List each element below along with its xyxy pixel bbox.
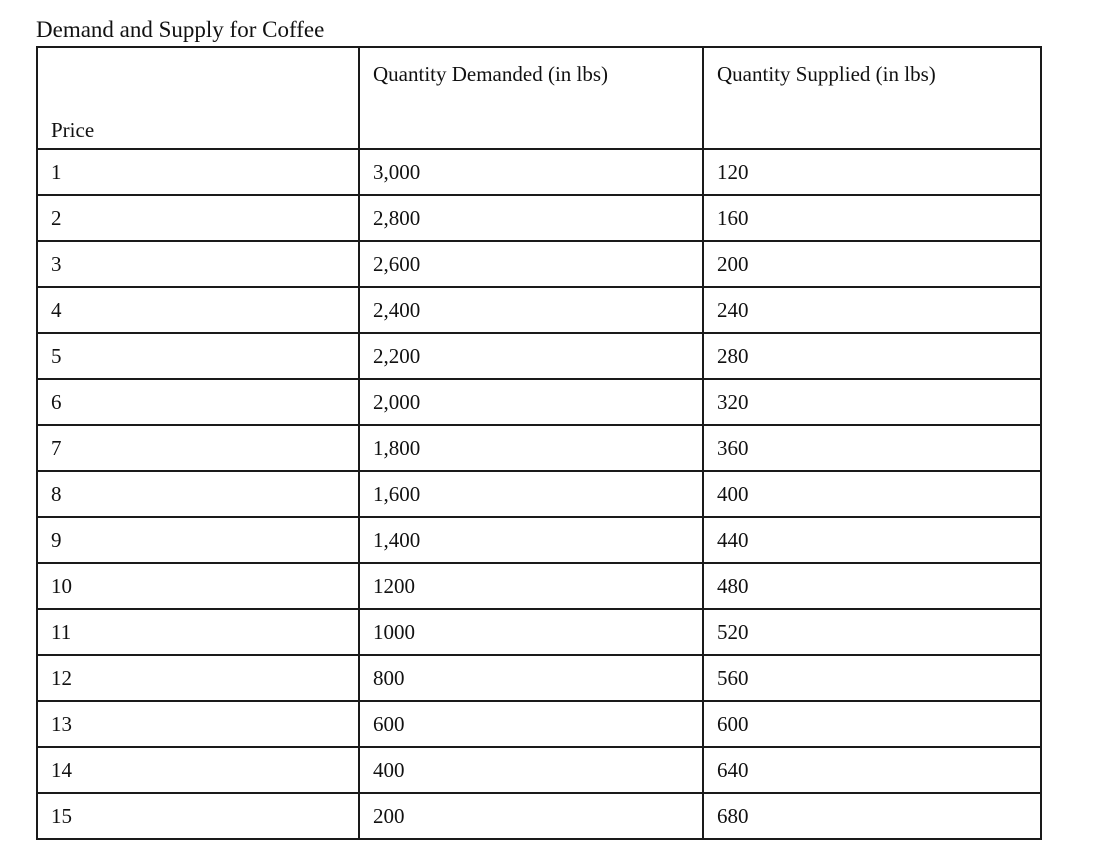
price-cell: 11: [37, 609, 359, 655]
price-cell: 3: [37, 241, 359, 287]
table-row: [37, 747, 1041, 793]
quantity-supplied-cell: 440: [703, 517, 1041, 563]
table-row: [37, 425, 1041, 471]
price-cell: 4: [37, 287, 359, 333]
header-price: Price: [37, 47, 359, 149]
quantity-supplied-cell: 320: [703, 379, 1041, 425]
quantity-supplied-cell: 560: [703, 655, 1041, 701]
quantity-demanded-cell: 2,000: [359, 379, 703, 425]
quantity-supplied-cell: 160: [703, 195, 1041, 241]
table-row: [37, 149, 1041, 195]
price-cell: 2: [37, 195, 359, 241]
quantity-supplied-cell: 520: [703, 609, 1041, 655]
table-row: [37, 517, 1041, 563]
table-row: [37, 701, 1041, 747]
quantity-demanded-cell: 200: [359, 793, 703, 839]
table-row: [37, 333, 1041, 379]
price-cell: 8: [37, 471, 359, 517]
table-row: [37, 241, 1041, 287]
quantity-supplied-cell: 280: [703, 333, 1041, 379]
price-cell: 10: [37, 563, 359, 609]
table-title: Demand and Supply for Coffee: [36, 17, 325, 42]
quantity-supplied-cell: 200: [703, 241, 1041, 287]
quantity-demanded-cell: 1,400: [359, 517, 703, 563]
price-cell: 14: [37, 747, 359, 793]
price-cell: 15: [37, 793, 359, 839]
table-row: [37, 195, 1041, 241]
quantity-supplied-cell: 600: [703, 701, 1041, 747]
quantity-demanded-cell: 2,800: [359, 195, 703, 241]
table-row: [37, 563, 1041, 609]
table-row: [37, 471, 1041, 517]
quantity-supplied-cell: 400: [703, 471, 1041, 517]
quantity-demanded-cell: 2,600: [359, 241, 703, 287]
header-quantity-supplied: Quantity Supplied (in lbs): [703, 47, 1041, 149]
quantity-supplied-cell: 680: [703, 793, 1041, 839]
quantity-demanded-cell: 1200: [359, 563, 703, 609]
table-row: [37, 379, 1041, 425]
price-cell: 9: [37, 517, 359, 563]
header-row: [37, 47, 1041, 149]
quantity-demanded-cell: 400: [359, 747, 703, 793]
quantity-demanded-cell: 1000: [359, 609, 703, 655]
quantity-demanded-cell: 3,000: [359, 149, 703, 195]
quantity-demanded-cell: 1,600: [359, 471, 703, 517]
quantity-demanded-cell: 1,800: [359, 425, 703, 471]
price-cell: 7: [37, 425, 359, 471]
price-cell: 1: [37, 149, 359, 195]
quantity-supplied-cell: 120: [703, 149, 1041, 195]
quantity-supplied-cell: 240: [703, 287, 1041, 333]
quantity-supplied-cell: 640: [703, 747, 1041, 793]
price-cell: 12: [37, 655, 359, 701]
price-cell: 13: [37, 701, 359, 747]
price-cell: 5: [37, 333, 359, 379]
quantity-supplied-cell: 360: [703, 425, 1041, 471]
table-row: [37, 793, 1041, 839]
table-row: [37, 609, 1041, 655]
quantity-demanded-cell: 600: [359, 701, 703, 747]
header-quantity-demanded: Quantity Demanded (in lbs): [359, 47, 703, 149]
quantity-supplied-cell: 480: [703, 563, 1041, 609]
quantity-demanded-cell: 800: [359, 655, 703, 701]
quantity-demanded-cell: 2,200: [359, 333, 703, 379]
quantity-demanded-cell: 2,400: [359, 287, 703, 333]
table-row: [37, 287, 1041, 333]
table-row: [37, 655, 1041, 701]
price-cell: 6: [37, 379, 359, 425]
demand-supply-table: [36, 46, 1042, 840]
